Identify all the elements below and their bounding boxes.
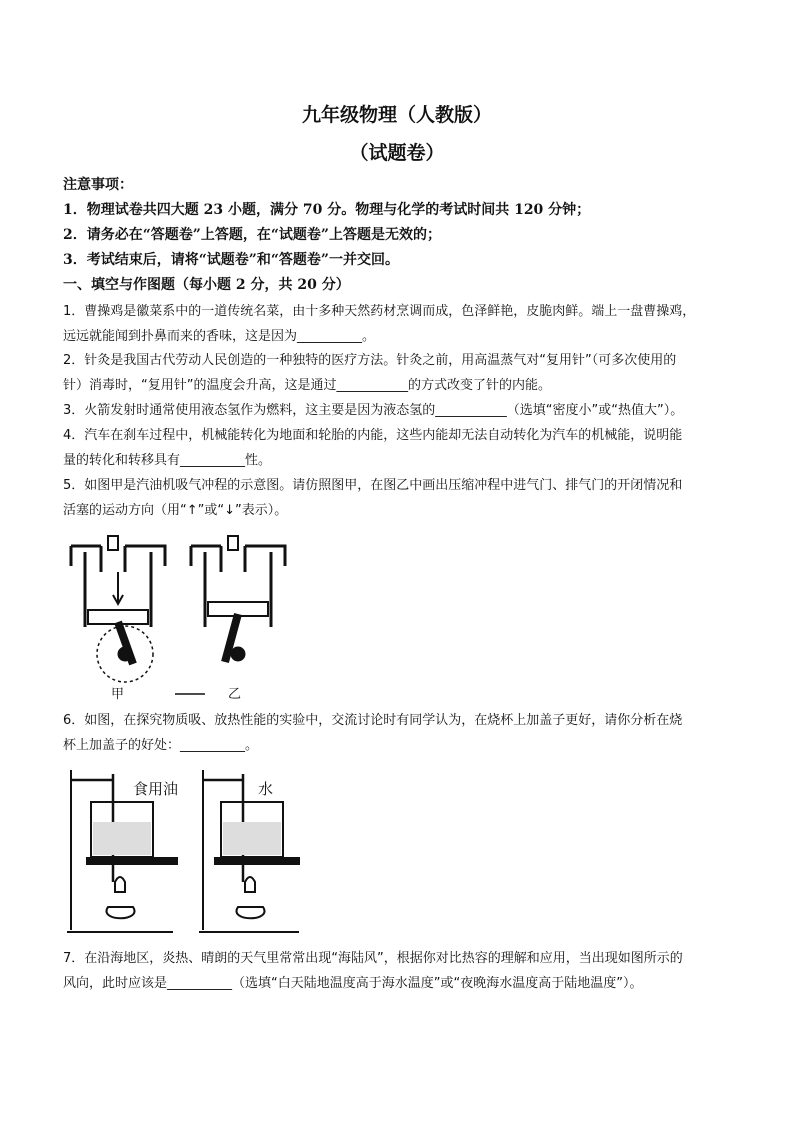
- question-1-line: 1．曹操鸡是徽菜系中的一道传统名菜，由十多种天然药材烹调而成，色泽鲜艳，皮脆肉鲜。端上一盘曹操鸡，: [63, 304, 696, 319]
- tripod-right: [215, 858, 299, 864]
- beaker-label-water: 水: [258, 780, 274, 798]
- page-subtitle: （试题卷）: [349, 142, 445, 164]
- piston-left: [88, 610, 148, 624]
- notice-heading: 注意事项：: [63, 177, 133, 193]
- page-title: 九年级物理（人教版）: [301, 104, 492, 126]
- question-5-line: 活塞的运动方向（用“↑”或“↓”表示）。: [63, 503, 288, 518]
- spark-plug-right: [228, 536, 238, 550]
- arrow-down-icon: [113, 572, 123, 604]
- burner-right: [237, 877, 265, 918]
- notice-item: 3．考试结束后，请将“试题卷”和“答题卷”一并交回。: [63, 252, 399, 268]
- question-4-line: 4．汽车在刹车过程中，机械能转化为地面和轮胎的内能，这些内能却无法自动转化为汽车的机械能，说明能: [63, 428, 683, 443]
- beaker-label-oil: 食用油: [133, 780, 179, 798]
- piston-right: [208, 602, 268, 616]
- question-2-line: 2．针灸是我国古代劳动人民创造的一种独特的医疗方法。针灸之前，用高温蒸气对“复用针”（可多次使用的: [63, 353, 677, 368]
- notice-item: 2．请务必在“答题卷”上答题，在“试题卷”上答题是无效的；: [63, 227, 441, 243]
- question-7-line: 风向，此时应该是__________（选填“白天陆地温度高于海水温度”或“夜晚海水温度高于陆地温度”）。: [63, 976, 643, 991]
- figure-label-right: 乙: [228, 687, 242, 702]
- engine-stroke-figure: [63, 522, 293, 702]
- figure-label-left: 甲: [111, 687, 125, 702]
- question-6-line: 6．如图，在探究物质吸、放热性能的实验中，交流讨论时有同学认为，在烧杯上加盖子更好，请你分析在烧: [63, 713, 683, 728]
- question-1-line: 远远就能闻到扑鼻而来的香味，这是因为__________。: [63, 329, 376, 344]
- tripod-left: [87, 858, 177, 864]
- question-5-line: 5．如图甲是汽油机吸气冲程的示意图。请仿照图甲，在图乙中画出压缩冲程中进气门、排气门的开闭情况和: [63, 478, 683, 493]
- spark-plug-left: [108, 536, 118, 550]
- beaker-heating-figure: [63, 762, 303, 940]
- notice-item: 1．物理试卷共四大题 23 小题，满分 70 分。物理与化学的考试时间共 120 分钟；: [63, 202, 591, 218]
- crank-hub-left: [119, 648, 131, 660]
- question-3-line: 3．火箭发射时通常使用液态氢作为燃料，这主要是因为液态氢的___________（选填“密度小”或“热值大”）。: [63, 403, 684, 418]
- question-4-line: 量的转化和转移具有__________性。: [63, 453, 272, 468]
- crank-hub-right: [232, 648, 244, 660]
- question-6-line: 杯上加盖子的好处：__________。: [63, 738, 259, 753]
- question-2-line: 针）消毒时，“复用针”的温度会升高，这是通过___________的方式改变了针的内能。: [63, 378, 551, 393]
- section-heading: 一、填空与作图题（每小题 2 分，共 20 分）: [63, 277, 350, 293]
- question-7-line: 7．在沿海地区，炎热、晴朗的天气里常常出现“海陆风”，根据你对比热容的理解和应用，当出现如图所示的: [63, 951, 683, 966]
- burner-left: [107, 877, 135, 918]
